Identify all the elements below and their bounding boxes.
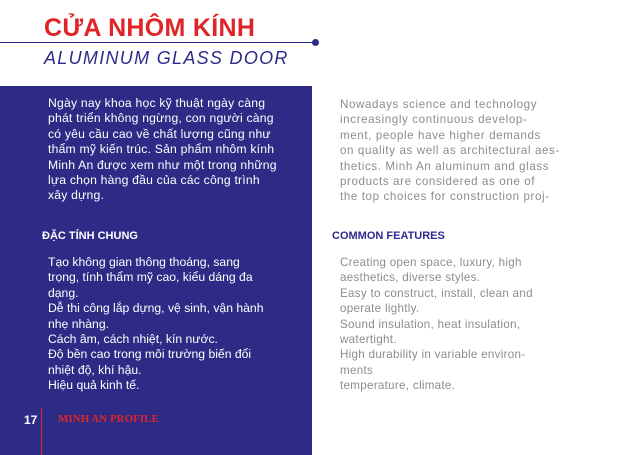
page-number: 17 xyxy=(24,413,38,427)
english-features-heading: COMMON FEATURES xyxy=(332,230,445,242)
feature-item: Easy to construct, install, clean and operate lightly. xyxy=(340,286,533,316)
english-intro xyxy=(340,97,576,205)
page-title-english: ALUMINUM GLASS DOOR xyxy=(44,48,289,68)
feature-item: Độ bền cao trong môi trường biến đổi nhiệt độ, khí hậu. xyxy=(48,347,252,377)
feature-item: Hiệu quả kinh tế. xyxy=(48,378,140,393)
vietnamese-features-heading: ĐẶC TÍNH CHUNG xyxy=(42,230,138,242)
brand-label: MINH AN PROFILE xyxy=(58,413,159,425)
footer-divider xyxy=(41,408,42,455)
title-divider-dot xyxy=(312,39,319,46)
title-divider xyxy=(0,42,316,43)
feature-item: Dễ thi công lắp dựng, vệ sinh, vận hành nhẹ nhàng. xyxy=(48,301,264,331)
vietnamese-features-list xyxy=(48,255,300,394)
feature-item: Sound insulation, heat insulation, watertight. xyxy=(340,317,521,347)
vietnamese-intro xyxy=(48,96,300,204)
english-features-list xyxy=(340,255,580,394)
english-intro-text: Nowadays science and technology increasingly continuous develop- ment, people have higher demands on quality as well as architectural aes- thetics. Minh An aluminum and glass products are considered as one of the top choices for construction proj- xyxy=(340,98,560,204)
feature-item: Tạo không gian thông thoáng, sang trọng, tính thẩm mỹ cao, kiểu dáng đa dạng. xyxy=(48,255,253,300)
feature-item: High durability in variable environ- ments temperature, climate. xyxy=(340,348,526,393)
page-title-vietnamese: CỬA NHÔM KÍNH xyxy=(44,14,256,42)
feature-item: Creating open space, luxury, high aesthetics, diverse styles. xyxy=(340,256,522,285)
feature-item: Cách âm, cách nhiệt, kín nước. xyxy=(48,332,218,347)
vietnamese-intro-text: Ngày nay khoa học kỹ thuật ngày càng phát triển không ngừng, con người càng có yêu cầu cao về chất lượng cũng như thẩm mỹ kiến trúc. Sản phẩm nhôm kính Minh An được xem như một trong những lựa chọn hàng đầu của các công trình xây dựng. xyxy=(48,96,277,203)
